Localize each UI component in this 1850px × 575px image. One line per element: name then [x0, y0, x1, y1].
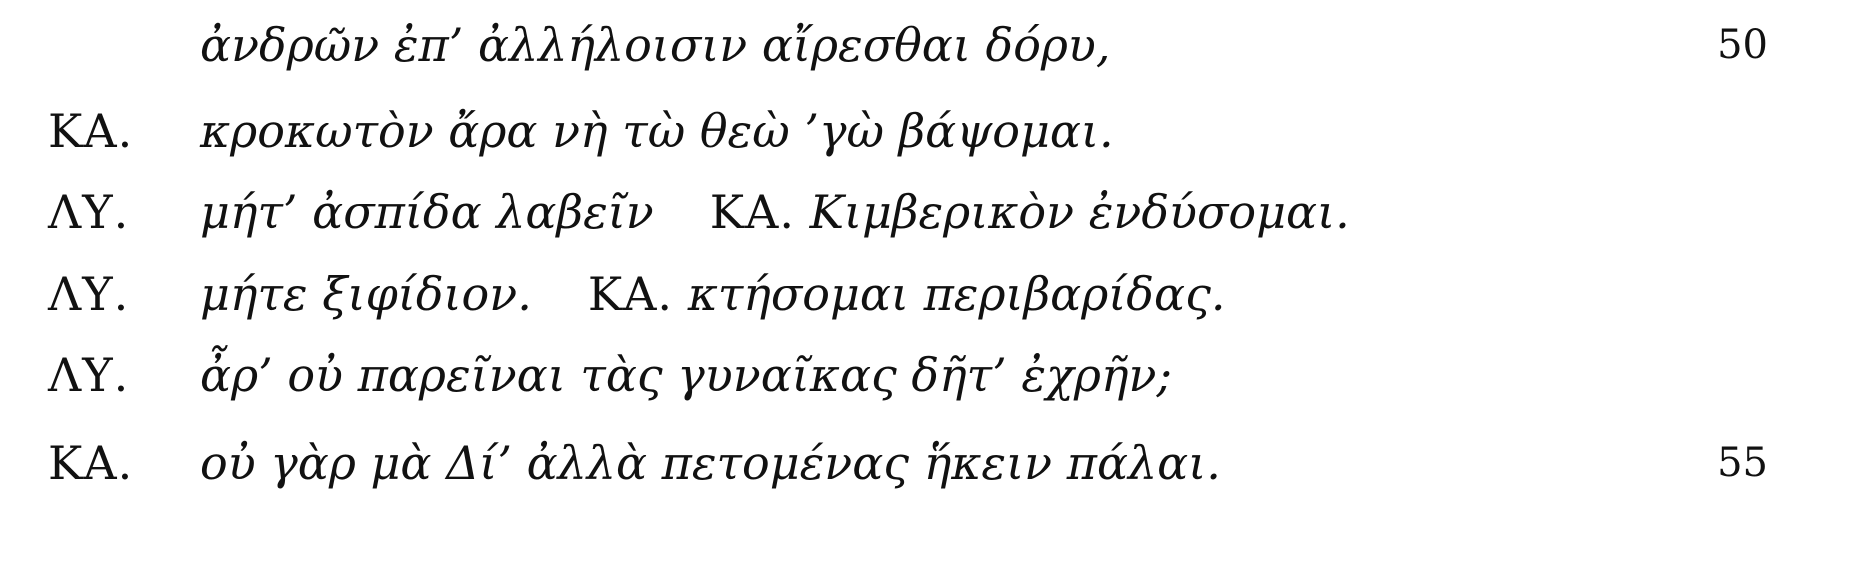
verse-part-two: Κιμβερικὸν ἐνδύσομαι.: [809, 185, 1350, 239]
verse-part-one: μήτε ξιφίδιον.: [200, 267, 532, 321]
verse-text: κροκωτὸν ἄρα νὴ τὼ θεὼ ’γὼ βάψομαι.: [200, 104, 1114, 158]
line-number: 50: [1717, 22, 1768, 68]
speaker-label: ΛΥ.: [48, 348, 130, 402]
verse-line-55: [0, 423, 1850, 503]
verse-part-two: κτήσομαι περιβαρίδας.: [687, 267, 1226, 321]
verse-part-one: μήτ’ ἀσπίδα λαβεῖν: [200, 185, 654, 239]
verse-text: ἀνδρῶν ἐπ’ ἀλλήλοισιν αἴρεσθαι δόρυ,: [200, 18, 1111, 72]
inline-speaker-label: ΚΑ.: [709, 185, 795, 239]
speaker-label: ΚΑ.: [48, 436, 134, 490]
speaker-label: ΚΑ.: [48, 104, 134, 158]
verse-line: [0, 91, 1850, 171]
verse-line: [0, 172, 1850, 252]
verse-line-50: [0, 5, 1850, 85]
verse-text-split: [200, 172, 1350, 252]
verse-text: ἆρ’ οὐ παρεῖναι τὰς γυναῖκας δῆτ’ ἐχρῆν;: [200, 348, 1172, 402]
verse-text: οὐ γὰρ μὰ Δί’ ἀλλὰ πετομένας ἥκειν πάλαι.: [200, 436, 1221, 490]
speaker-label: ΛΥ.: [48, 267, 130, 321]
verse-text-split: [200, 254, 1225, 334]
verse-line: [0, 335, 1850, 415]
inline-speaker-label: ΚΑ.: [587, 267, 674, 321]
verse-line: [0, 254, 1850, 334]
line-number: 55: [1717, 440, 1768, 486]
speaker-label: ΛΥ.: [48, 185, 130, 239]
